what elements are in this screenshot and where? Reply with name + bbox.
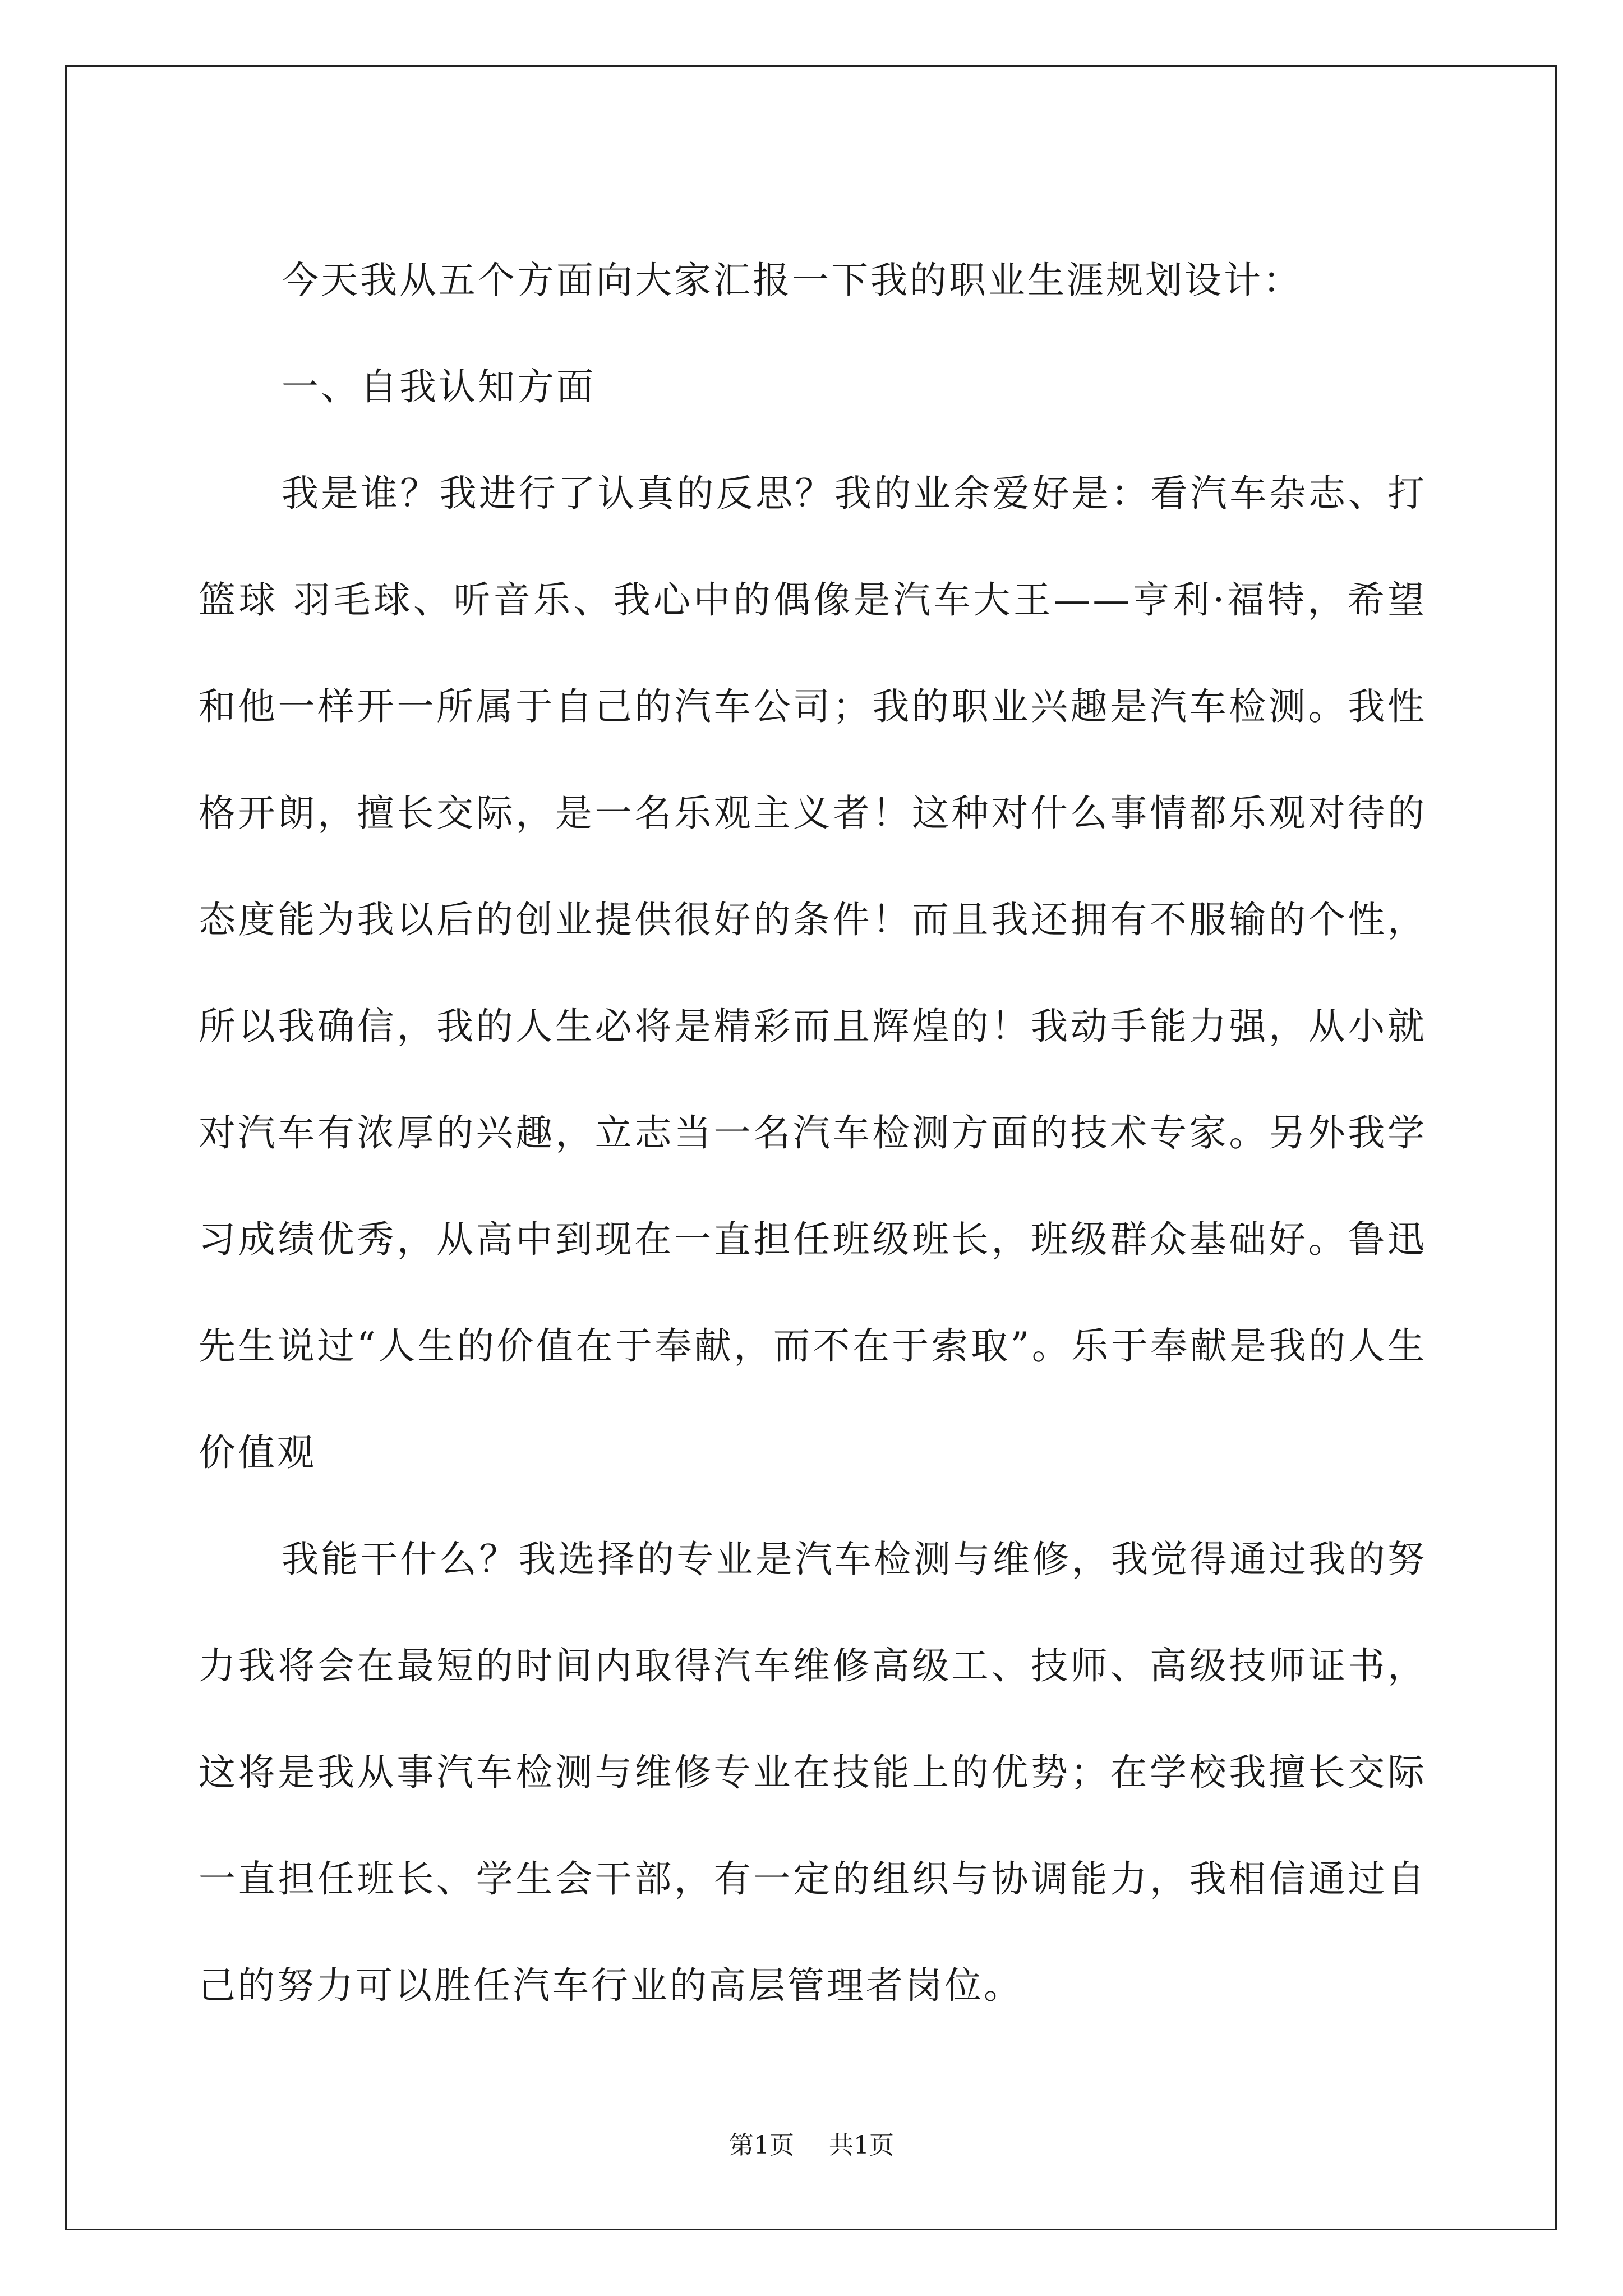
abilities-paragraph: 我能干什么？我选择的专业是汽车检测与维修，我觉得通过我的努力我将会在最短的时间内取得汽车维修高级工、技师、高级技师证书，这将是我从事汽车检测与维修专业在技能上的优势；在学校我擅长交际一直担任班长、学生会干部，有一定的组织与协调能力，我相信通过自己的努力可以胜任汽车行业的高层管理者岗位。 [199, 1538, 1427, 2007]
page-number: 第1页 [729, 2131, 794, 2160]
intro-paragraph: 今天我从五个方面向大家汇报一下我的职业生涯规划设计： [282, 259, 1302, 302]
section-heading: 一、自我认知方面 [282, 365, 596, 408]
page-footer [0, 2129, 1623, 2162]
page-total: 共1页 [829, 2131, 894, 2160]
document-body [199, 227, 1427, 2039]
self-knowledge-paragraph: 我是谁？我进行了认真的反思？我的业余爱好是：看汽车杂志、打篮球 羽毛球、听音乐、我心中的偶像是汽车大王——亨利·福特，希望和他一样开一所属于自己的汽车公司；我的职业兴趣是汽车检测。我性格开朗，擅长交际，是一名乐观主义者！这种对什么事情都乐观对待的态度能为我以后的创业提供很好的条件！而且我还拥有不服输的个性，所以我确信，我的人生必将是精彩而且辉煌的！我动手能力强，从小就对汽车有浓厚的兴趣，立志当一名汽车检测方面的技术专家。另外我学习成绩优秀，从高中到现在一直担任班级班长，班级群众基础好。鲁迅先生说过“人生的价值在于奉献，而不在于索取”。乐于奉献是我的人生价值观 [199, 472, 1427, 1474]
